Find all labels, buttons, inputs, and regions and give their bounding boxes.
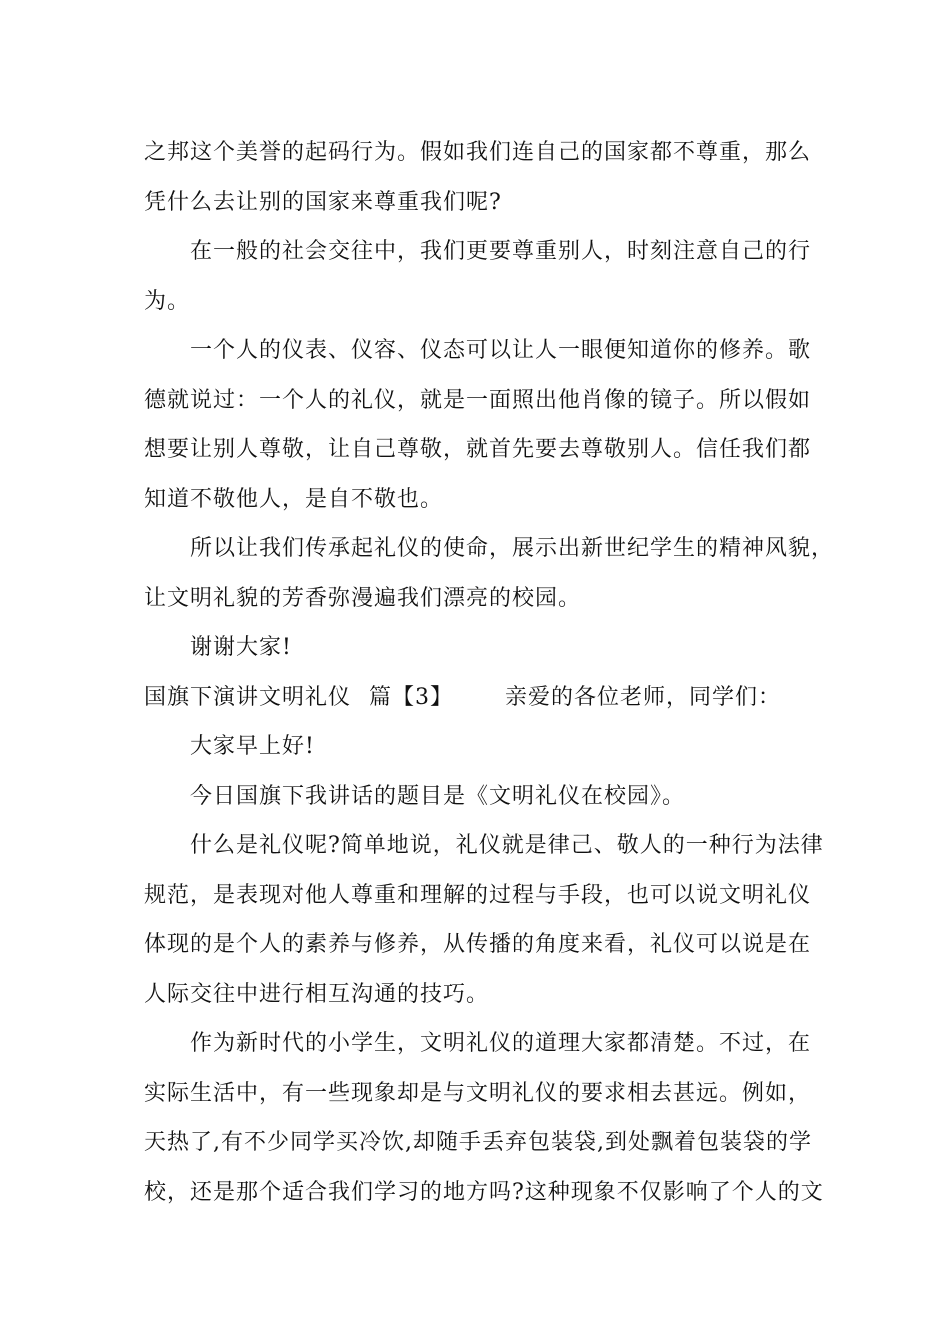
speech-greeting: 亲爱的各位老师，同学们： [505,684,782,710]
text-line: 知道不敬他人，是自不敬也。 [144,486,444,512]
paragraph-start: 作为新时代的小学生，文明礼仪的道理大家都清楚。不过，在 [190,1031,812,1056]
text-line: 实际生活中，有一些现象却是与文明礼仪的要求相去甚远。例如， [144,1080,812,1106]
text-line: 校，还是那个适合我们学习的地方吗?这种现象不仅影响了个人的文 [144,1179,824,1205]
text-line: 让文明礼貌的芳香弥漫遍我们漂亮的校园。 [144,585,582,611]
text-line: 人际交往中进行相互沟通的技巧。 [144,981,490,1007]
text-line: 想要让别人尊敬，让自己尊敬，就首先要去尊敬别人。信任我们都 [144,437,812,462]
text-line: 体现的是个人的素养与修养，从传播的角度来看，礼仪可以说是在 [144,932,812,957]
section-number: 篇【3】 [369,684,454,710]
paragraph-start: 什么是礼仪呢?简单地说，礼仪就是律己、敬人的一种行为法律 [190,833,824,858]
text-line: 德就说过：一个人的礼仪，就是一面照出他肖像的镜子。所以假如 [144,387,812,413]
paragraph-start: 大家早上好! [190,734,315,759]
text-line: 规范，是表现对他人尊重和理解的过程与手段，也可以说文明礼仪 [144,882,812,908]
paragraph-start: 在一般的社会交往中，我们更要尊重别人，时刻注意自己的行 [190,239,812,264]
text-line: 之邦这个美誉的起码行为。假如我们连自己的国家都不尊重，那么 [144,140,812,165]
text-line: 为。 [144,288,191,314]
text-line: 凭什么去让别的国家来尊重我们呢? [144,189,502,215]
document-body [144,128,835,1217]
paragraph-start: 一个人的仪表、仪容、仪态可以让人一眼便知道你的修养。歌 [190,338,812,363]
closing-thanks: 谢谢大家! [190,635,292,660]
section-heading [144,673,808,723]
section-title: 国旗下演讲文明礼仪 [144,684,352,710]
text-line: 天热了,有不少同学买冷饮,却随手丢弃包装袋,到处飘着包装袋的学 [144,1130,812,1155]
paragraph-start: 今日国旗下我讲话的题目是《文明礼仪在校园》。 [190,783,686,809]
paragraph-start: 所以让我们传承起礼仪的使命，展示出新世纪学生的精神风貌， [190,536,835,561]
